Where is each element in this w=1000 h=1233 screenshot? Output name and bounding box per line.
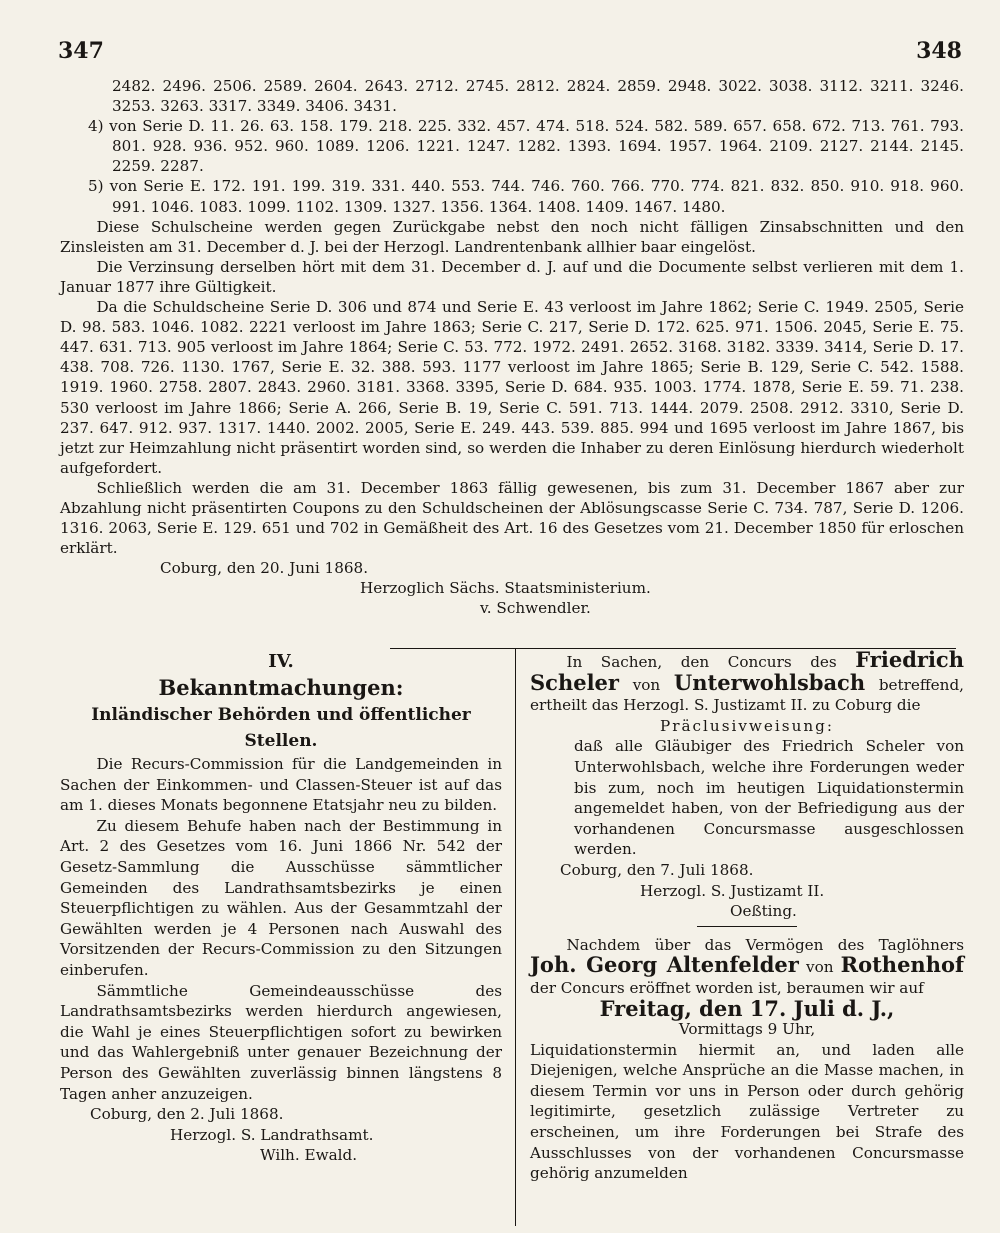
notice-title: Präclusivweisung: <box>660 716 834 735</box>
number-list: 4) von Serie D. 11. 26. 63. 158. 179. 218. 225. 332. 457. 474. 518. 524. 582. 589. 657. 658. 672. 713. 761. 793. 801. 928. 936. 952. 960. 1089. 1206. 1221. 1247. 1282. 1393. 1694. 1957. 1964. 2109. 2127. 2144. 2145. 2259. 2287. <box>88 117 964 176</box>
name-highlight: Friedrich Scheler <box>530 647 964 695</box>
paragraph: Die Verzinsung derselben hört mit dem 31. December d. J. auf und die Documente selbst verlieren mit dem 1. Januar 1877 ihre Gültigkeit. <box>60 257 964 296</box>
section-subheading: Inländischer Behörden und öffentlicher Stellen. <box>91 705 471 751</box>
authority: Herzoglich Sächs. Staatsministerium. <box>360 579 651 598</box>
paragraph: Diese Schulscheine werden gegen Zurückgabe nebst den noch nicht fälligen Zinsabschnitten und den Zinsleisten am 31. December d. J. bei der Herzogl. Landrentenbank allhier baar eingelöst. <box>60 217 964 256</box>
section-heading: Bekanntmachungen: <box>158 675 404 700</box>
place-date: Coburg, den 7. Juli 1868. <box>560 860 754 879</box>
right-column <box>530 647 965 1184</box>
page-number-right: 348 <box>916 38 962 64</box>
paragraph: Liquidationstermin hiermit an, und laden alle Diejenigen, welche Ansprüche an die Masse machen, in diesem Termin vor uns in Person oder durch gehörig legitimirte, gesetzlich zulässige Vertreter zu erscheinen, um ihre Forderungen bei Strafe des Ausschlusses von der vorhandenen Concursmasse gehörig anzumelden <box>530 1040 964 1183</box>
paragraph: Zu diesem Behufe haben nach der Bestimmung in Art. 2 des Gesetzes vom 16. Juni 1866 Nr. 542 der Gesetz-Sammlung die Ausschüsse sämmtlicher Gemeinden des Landrathsamtsbezirks je einen Steuerpflichtigen zu wählen. Aus der Gesammtzahl der Gewählten werden je 4 Personen nach Auswahl des Vorsitzenden der Recurs-Commission zu den Sitzungen einberufen. <box>60 816 502 979</box>
column-divider <box>515 648 516 1226</box>
number-list: 5) von Serie E. 172. 191. 199. 319. 331. 440. 553. 744. 746. 760. 766. 770. 774. 821. 832. 850. 910. 918. 960. 991. 1046. 1083. 1099. 1102. 1309. 1327. 1356. 1364. 1408. 1409. 1467. 1480. <box>88 177 964 216</box>
left-column <box>60 650 502 1166</box>
top-section <box>60 76 964 619</box>
section-number: IV. <box>268 651 294 672</box>
paragraph: In Sachen, den Concurs des Friedrich Scheler von Unterwohlsbach betreffend, ertheilt das Herzogl. S. Justizamt II. zu Coburg die <box>530 647 964 715</box>
signer: Wilh. Ewald. <box>260 1146 358 1165</box>
place-highlight: Unterwohlsbach <box>673 669 866 695</box>
date-highlight: Freitag, den 17. Juli d. J., <box>599 995 895 1021</box>
name-highlight: Joh. Georg Altenfelder <box>530 952 799 978</box>
paragraph: Da die Schuldscheine Serie D. 306 und 874 und Serie E. 43 verloost im Jahre 1862; Serie C. 1949. 2505, Serie D. 98. 583. 1046. 1082. 2221 verloost im Jahre 1863; Serie C. 217, Serie D. 172. 625. 971. 1506. 2045, Serie E. 75. 447. 631. 713. 905 verloost im Jahre 1864; Serie C. 53. 772. 1972. 2491. 2652. 3168. 3182. 3339. 3414, Serie D. 17. 438. 708. 726. 1130. 1767, Serie E. 32. 388. 593. 1177 verloost im Jahre 1865; Serie B. 129, Serie C. 542. 1588. 1919. 1960. 2758. 2807. 2843. 2960. 3181. 3368. 3395, Serie D. 684. 935. 1003. 1774. 1878, Serie E. 59. 71. 238. 530 verloost im Jahre 1866; Serie A. 266, Serie B. 19, Serie C. 591. 713. 1444. 2079. 2508. 2912. 3310, Serie D. 237. 647. 912. 937. 1317. 1440. 2002. 2005, Serie E. 249. 443. 539. 885. 994 und 1695 verloost im Jahre 1867, bis jetzt zur Heimzahlung nicht präsentirt worden sind, so werden die Inhaber zu deren Einlösung hierdurch wiederholt aufgefordert. <box>60 298 964 477</box>
place-date: Coburg, den 20. Juni 1868. <box>160 559 369 578</box>
signer: v. Schwendler. <box>480 599 591 618</box>
place-date: Coburg, den 2. Juli 1868. <box>90 1105 284 1124</box>
divider <box>697 926 797 927</box>
time: Vormittags 9 Uhr, <box>678 1020 816 1039</box>
paragraph: daß alle Gläubiger des Friedrich Scheler von Unterwohlsbach, welche ihre Forderungen weder bis zum, noch im heutigen Liquidationstermin angemeldet haben, von der Befriedigung aus der vorhandenen Concursmasse ausgeschlossen werden. <box>574 737 964 859</box>
authority: Herzogl. S. Justizamt II. <box>640 881 825 900</box>
authority: Herzogl. S. Landrathsamt. <box>170 1125 374 1144</box>
paragraph: Schließlich werden die am 31. December 1863 fällig gewesenen, bis zum 31. December 1867 aber zur Abzahlung nicht präsentirten Coupons zu den Schuldscheinen der Ablösungscasse Serie C. 734. 787, Serie D. 1206. 1316. 2063, Serie E. 129. 651 und 702 in Gemäßheit des Art. 16 des Gesetzes vom 21. December 1850 für erloschen erklärt. <box>60 478 964 558</box>
signer: Oeßting. <box>730 902 797 921</box>
number-list: 2482. 2496. 2506. 2589. 2604. 2643. 2712. 2745. 2812. 2824. 2859. 2948. 3022. 3038. 3112. 3211. 3246. 3253. 3263. 3317. 3349. 3406. 3431. <box>112 77 964 116</box>
paragraph: Nachdem über das Vermögen des Taglöhners Joh. Georg Altenfelder von Rothenhof der Concurs eröffnet worden ist, beraumen wir auf <box>530 935 965 997</box>
paragraph: Die Recurs-Commission für die Landgemeinden in Sachen der Einkommen- und Classen-Steuer ist auf das am 1. dieses Monats begonnene Etatsjahr neu zu bilden. <box>60 755 502 815</box>
place-highlight: Rothenhof <box>840 952 965 978</box>
page-number-left: 347 <box>58 38 104 64</box>
paragraph: Sämmtliche Gemeindeausschüsse des Landrathsamtsbezirks werden hierdurch angewiesen, die Wahl je eines Steuerpflichtigen sofort zu bewirken und das Wahlergebniß unter genauer Bezeichnung der Person des Gewählten zuverlässig binnen längstens 8 Tagen anher anzuzeigen. <box>60 981 502 1103</box>
